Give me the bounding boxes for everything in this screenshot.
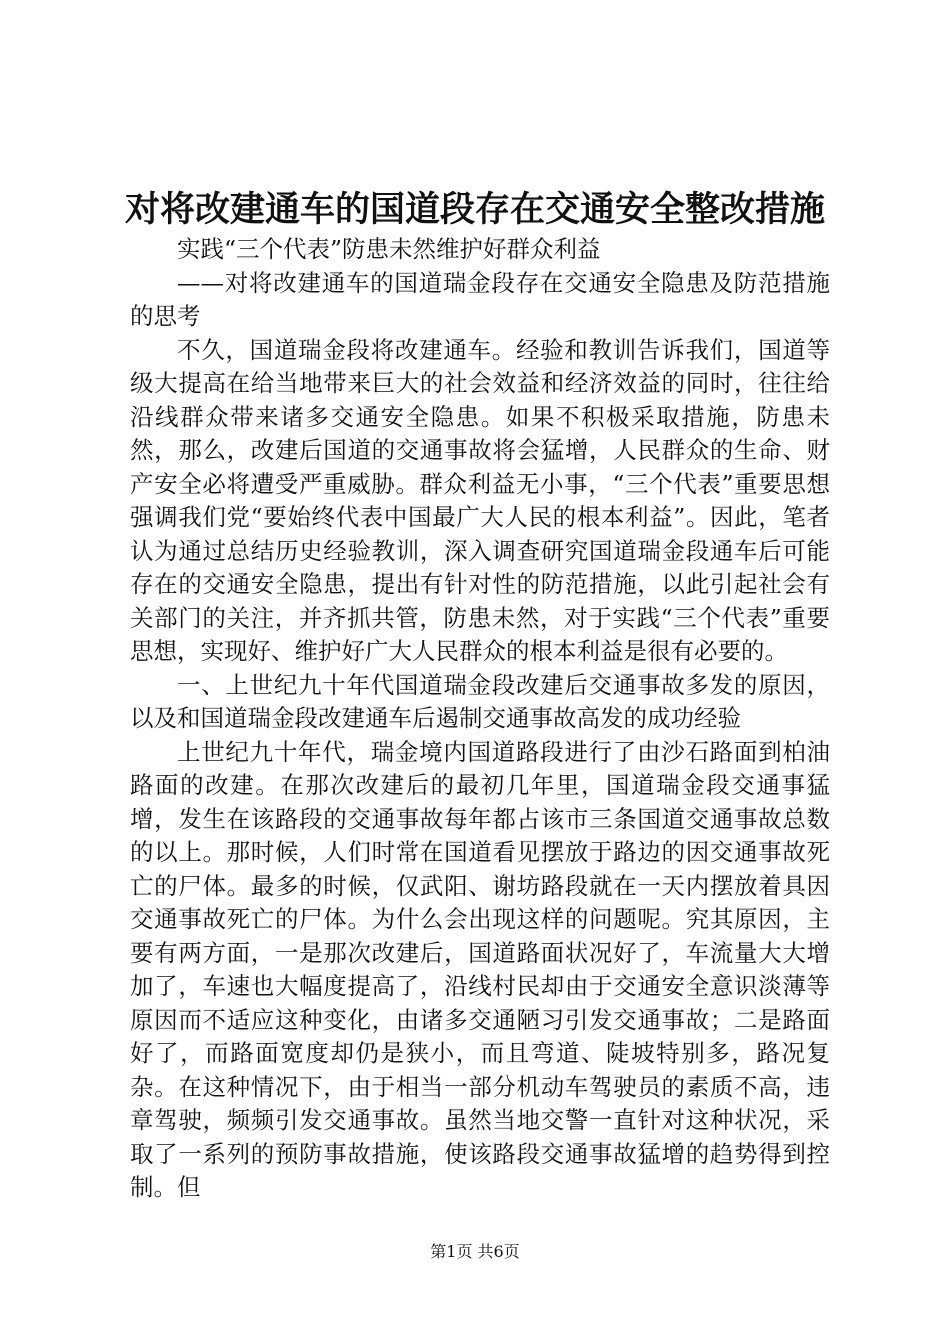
paragraph-subheading: ——对将改建通车的国道瑞金段存在交通安全隐患及防范措施的思考 xyxy=(130,268,830,330)
paragraph-section-heading: 一、上世纪九十年代国道瑞金段改建后交通事故多发的原因，以及和国道瑞金段改建通车后遏制交通事故高发的成功经验 xyxy=(130,670,830,732)
paragraph-subtitle: 实践“三个代表”防患未然维护好群众利益 xyxy=(177,235,601,263)
paragraph-section-body: 上世纪九十年代，瑞金境内国道路段进行了由沙石路面到柏油路面的改建。在那次改建后的最初几年里，国道瑞金段交通事猛增，发生在该路段的交通事故每年都占该市三条国道交通事故总数的以上。那时候，人们时常在国道看见摆放于路边的因交通事故死亡的尸体。最多的时候，仅武阳、谢坊路段就在一天内摆放着具因交通事故死亡的尸体。为什么会出现这样的问题呢。究其原因，主要有两方面，一是那次改建后，国道路面状况好了，车流量大大增加了，车速也大幅度提高了，沿线村民却由于交通安全意识淡薄等原因而不适应这种变化，由诸多交通陋习引发交通事故；二是路面好了，而路面宽度却仍是狭小，而且弯道、陡坡特别多，路况复杂。在这种情况下，由于相当一部分机动车驾驶员的素质不高，违章驾驶，频频引发交通事故。虽然当地交警一直针对这种状况，采取了一系列的预防事故措施，使该路段交通事故猛增的趋势得到控制。但 xyxy=(130,737,830,1201)
document-title: 对将改建通车的国道段存在交通安全整改措施 xyxy=(124,189,825,230)
paragraph-intro: 不久，国道瑞金段将改建通车。经验和教训告诉我们，国道等级大提高在给当地带来巨大的社会效益和经济效益的同时，往往给沿线群众带来诸多交通安全隐患。如果不积极采取措施，防患未然，那么，改建后国道的交通事故将会猛增，人民群众的生命、财产安全必将遭受严重威胁。群众利益无小事，“三个代表”重要思想强调我们党“要始终代表中国最广大人民的根本利益”。因此，笔者认为通过总结历史经验教训，深入调查研究国道瑞金段通车后可能存在的交通安全隐患，提出有针对性的防范措施，以此引起社会有关部门的关注，并齐抓共管，防患未然，对于实践“三个代表”重要思想，实现好、维护好广大人民群众的根本利益是很有必要的。 xyxy=(130,335,830,665)
page-number-footer: 第1页 共6页 xyxy=(430,1242,520,1261)
document-body xyxy=(130,233,830,1205)
